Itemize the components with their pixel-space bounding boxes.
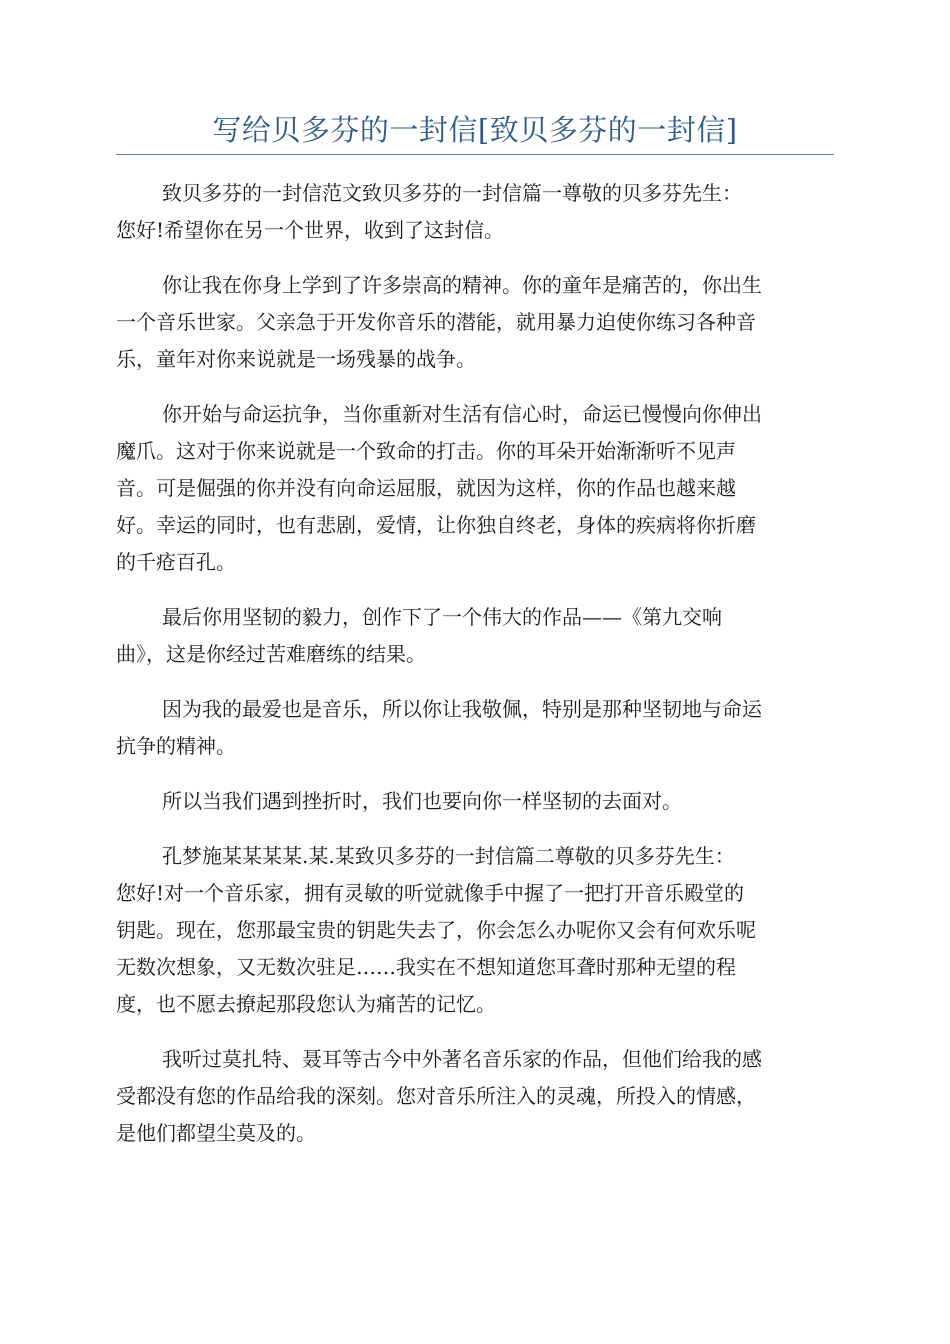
paragraph-line: 乐，童年对你来说就是一场残暴的战争。 [116, 347, 476, 371]
paragraph-line: 您好!希望你在另一个世界，收到了这封信。 [116, 218, 505, 242]
paragraph [116, 838, 834, 1023]
paragraph [116, 267, 834, 378]
paragraph-line: 是他们都望尘莫及的。 [116, 1121, 316, 1145]
paragraph-line: 抗争的精神。 [116, 734, 236, 758]
title-underline [116, 154, 834, 155]
paragraph-line: 的千疮百孔。 [116, 550, 236, 574]
document-title: 写给贝多芬的一封信[致贝多芬的一封信] [212, 113, 738, 147]
paragraph-line: 你让我在你身上学到了许多崇高的精神。你的童年是痛苦的，你出生 [162, 273, 762, 297]
paragraph-line: 受都没有您的作品给我的深刻。您对音乐所注入的灵魂，所投入的情感， [116, 1084, 756, 1108]
document-body [116, 175, 834, 1170]
paragraph-line: 最后你用坚韧的毅力，创作下了一个伟大的作品——《第九交响 [162, 605, 722, 629]
paragraph-line: 所以当我们遇到挫折时，我们也要向你一样坚韧的去面对。 [162, 789, 682, 813]
paragraph-line: 钥匙。现在，您那最宝贵的钥匙失去了，你会怎么办呢你又会有何欢乐呢 [116, 918, 756, 942]
paragraph-line: 因为我的最爱也是音乐，所以你让我敬佩，特别是那种坚韧地与命运 [162, 697, 762, 721]
paragraph-line: 致贝多芬的一封信范文致贝多芬的一封信篇一尊敬的贝多芬先生： [162, 181, 742, 205]
paragraph-line: 无数次想象，又无数次驻足……我实在不想知道您耳聋时那种无望的程 [116, 955, 736, 979]
paragraph [116, 599, 834, 673]
paragraph-line: 我听过莫扎特、聂耳等古今中外著名音乐家的作品，但他们给我的感 [162, 1047, 762, 1071]
paragraph [116, 175, 834, 249]
paragraph-line: 你开始与命运抗争，当你重新对生活有信心时，命运已慢慢向你伸出 [162, 402, 762, 426]
paragraph-line: 一个音乐世家。父亲急于开发你音乐的潜能，就用暴力迫使你练习各种音 [116, 310, 756, 334]
paragraph-line: 您好!对一个音乐家，拥有灵敏的听觉就像手中握了一把打开音乐殿堂的 [116, 881, 745, 905]
paragraph-line: 孔梦施某某某某.某.某致贝多芬的一封信篇二尊敬的贝多芬先生： [162, 844, 735, 868]
paragraph-line: 度，也不愿去撩起那段您认为痛苦的记忆。 [116, 992, 496, 1016]
paragraph-line: 音。可是倔强的你并没有向命运屈服，就因为这样，你的作品也越来越 [116, 476, 736, 500]
paragraph [116, 1041, 834, 1152]
paragraph-line: 曲》，这是你经过苦难磨练的结果。 [116, 642, 426, 666]
paragraph-line: 魔爪。这对于你来说就是一个致命的打击。你的耳朵开始渐渐听不见声 [116, 439, 736, 463]
paragraph [116, 783, 834, 820]
paragraph [116, 691, 834, 765]
paragraph-line: 好。幸运的同时，也有悲剧，爱情，让你独自终老，身体的疾病将你折磨 [116, 513, 756, 537]
title-block [116, 108, 834, 152]
paragraph [116, 396, 834, 581]
